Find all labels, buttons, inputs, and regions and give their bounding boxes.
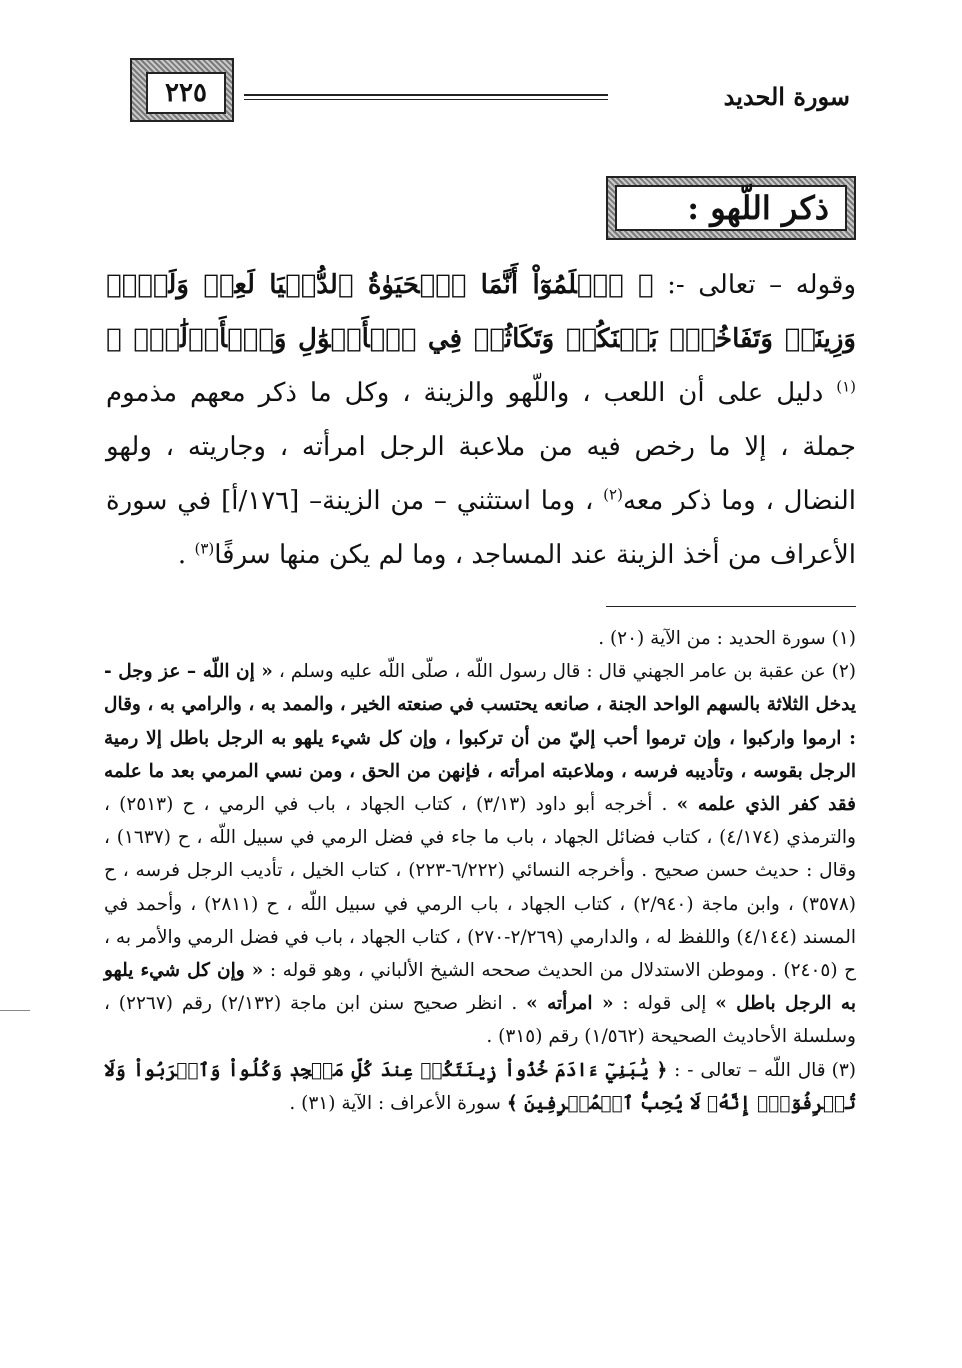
footnote-3 — [104, 1054, 856, 1120]
footnote-3-verse: ﴿ يَٰبَنِيٓ ءَادَمَ خُذُواْ زِينَتَكُمۡ عِندَ كُلِّ مَسۡجِدٖ وَكُلُواْ وَٱشۡرَبُواْ وَلَا تُسۡرِفُوٓاْۚ إِنَّهُۥ لَا يُحِبُّ ٱلۡمُسۡرِفِينَ ﴾ — [104, 1059, 856, 1114]
footnote-2-tail: . انظر صحيح سنن ابن ماجة (٢/١٣٢) رقم (٢٢٦٧) ، وسلسلة الأحاديث الصحيحة (١/٥٦٢) رقم (٣١٥) . — [104, 993, 856, 1048]
footnote-2-hadith: « إن اللّه – عز وجل - يدخل الثلاثة بالسهم الواحد الجنة ، صانعه يحتسب في صنعته الخير ، والممد به ، والرامي به ، وقال : ارموا واركبوا ، وإن ترموا أحب إليّ من أن تركبوا ، وإن كل شيء يلهو به الرجل باطل إلا رمية الرجل بقوسه ، وتأديبه فرسه ، وملاعبته امرأته ، فإنهن من الحق ، ومن نسي المرمي بعد ما علمه فقد كفر الذي علمه » — [104, 661, 856, 816]
footnote-1 — [104, 622, 856, 655]
running-header-title: سورة الحديد — [723, 82, 850, 111]
paragraph-text-continued: ، وما استثني – من الزينة– [١٧٦/أ] في سورة الأعراف من أخذ الزينة عند المساجد ، وما لم يكن منها سرفًا — [106, 486, 856, 570]
page-number-frame — [130, 58, 234, 122]
page-number: ٢٢٥ — [146, 72, 226, 114]
paragraph-end: . — [177, 540, 195, 570]
footnote-1-number: (١) — [831, 628, 856, 649]
footnote-2-intro: عن عقبة بن عامر الجهني قال : قال رسول اللّه ، صلّى اللّه عليه وسلم ، — [272, 661, 826, 683]
footnote-2-quote-1: « وإن كل شيء يلهو به الرجل باطل » — [104, 960, 856, 1015]
paragraph-text: دليل على أن اللعب ، واللّهو والزينة ، وكل ما ذكر معهم مذموم جملة ، إلا ما رخص فيه من ملاعبة الرجل امرأته ، وجاريته ، ولهو النضال ، وما ذكر معه — [106, 378, 857, 516]
scan-margin-mark — [0, 1010, 30, 1011]
footnote-2-number: (٢) — [831, 661, 856, 683]
footnote-3-number: (٣) — [831, 1059, 856, 1081]
footnote-2-quote-2: « امرأته » — [526, 993, 614, 1015]
footnote-1-text: سورة الحديد : من الآية (٢٠) . — [598, 628, 826, 649]
section-heading: ذكر اللّهو : — [615, 185, 847, 231]
footnote-3-tail: سورة الأعراف : الآية (٣١) . — [289, 1092, 507, 1114]
footnote-2 — [104, 655, 856, 1053]
footnote-ref-3[interactable]: (٣) — [194, 539, 215, 558]
section-heading-frame — [606, 176, 856, 240]
footnote-2-sources: . أخرجه أبو داود (٣/١٣) ، كتاب الجهاد ، باب في الرمي ، ح (٢٥١٣) ، والترمذي (٤/١٧٤) ، كتاب فضائل الجهاد ، باب ما جاء في فضل الرمي في سبيل اللّه ، ح (١٦٣٧) ، وقال : حديث حسن صحيح . وأخرجه النسائي (٦/٢٢٢-٢٢٣) ، كتاب الخيل ، تأديب الرجل فرسه ، ح (٣٥٧٨) ، وابن ماجة (٢/٩٤٠) ، كتاب الجهاد ، باب الرمي في سبيل اللّه ، ح (٢٨١١) ، وأحمد في المسند (٤/١٤٤) واللفظ له ، والدارمي (٢/٢٦٩-٢٧٠) ، كتاب الجهاد ، باب في فضل الرمي والأمر به ، ح (٢٤٠٥) . وموطن الاستدلال من الحديث صححه الشيخ الألباني ، وهو قوله : — [104, 794, 857, 982]
footnote-ref-1[interactable]: (١) — [836, 377, 856, 396]
paragraph-intro: وقوله – تعالى -: — [653, 270, 856, 300]
footnote-2-mid: إلى قوله : — [613, 993, 716, 1015]
header-divider — [244, 94, 608, 100]
footnote-separator — [606, 606, 856, 607]
quran-verse: ﴿ ٱعۡلَمُوٓاْ أَنَّمَا ٱلۡحَيَوٰةُ ٱلدُّنۡيَا لَعِبٞ وَلَهۡوٞ وَزِينَةٞ وَتَفَاخُرُۢ بَيۡنَكُمۡ وَتَكَاثُرٞ فِي ٱلۡأَمۡوَٰلِ وَٱلۡأَوۡلَٰدِۖ ﴾ — [106, 270, 856, 354]
footnotes-section — [104, 622, 856, 1120]
footnote-3-intro: قال اللّه – تعالى - : — [667, 1059, 826, 1081]
main-paragraph — [106, 258, 856, 582]
footnote-ref-2[interactable]: (٢) — [603, 485, 623, 504]
